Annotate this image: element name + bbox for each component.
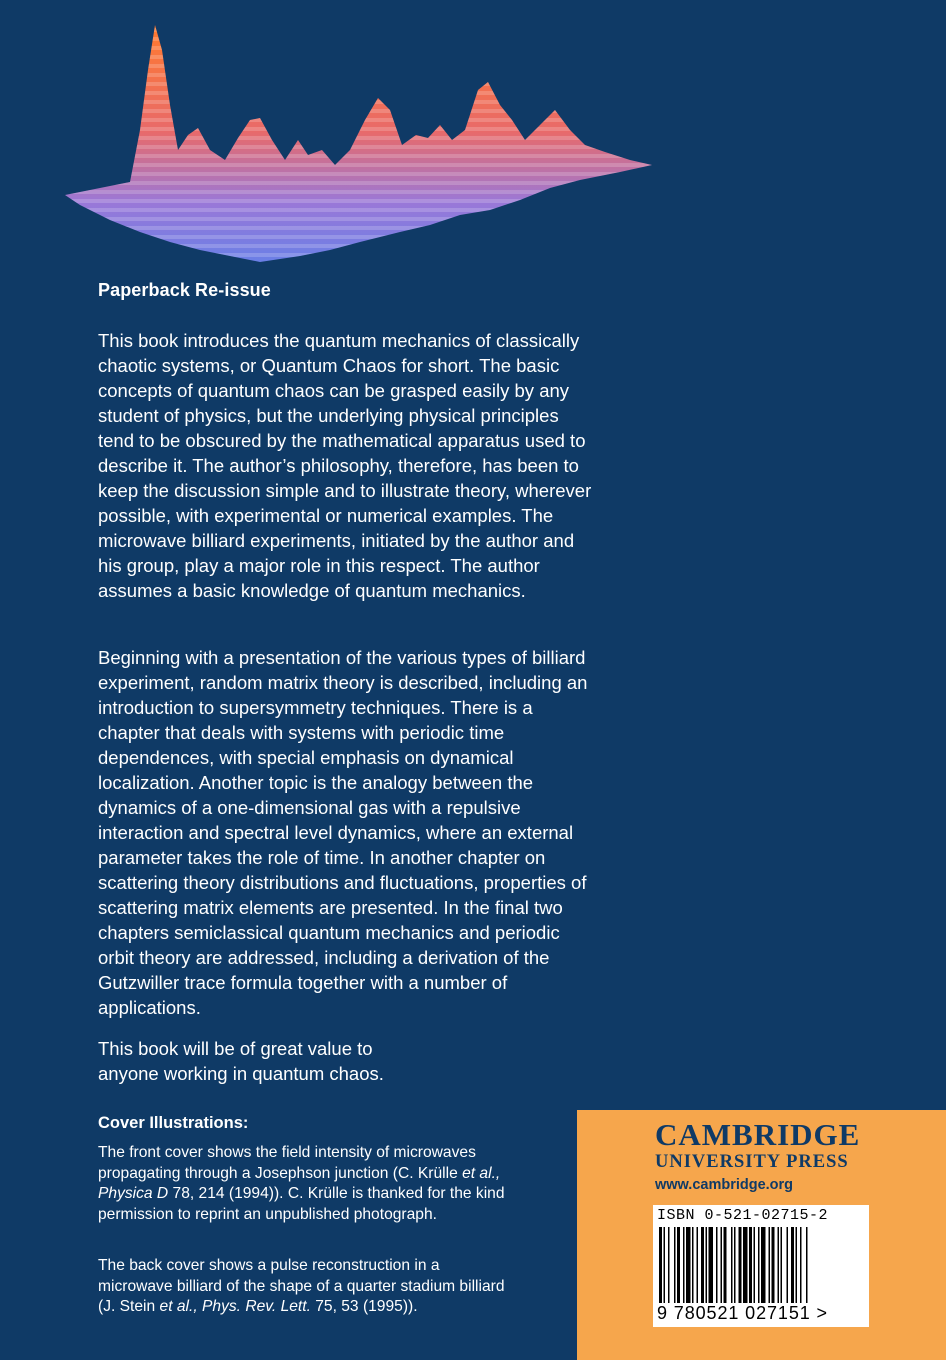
front-credit-text-2: 78, 214 (1994)). C. Krülle is thanked for the kind permission to reprint an unpublished photograph. (98, 1185, 505, 1223)
barcode-bar (664, 1227, 666, 1303)
barcode-bars (659, 1227, 863, 1303)
back-credit-text-1: The back cover shows a pulse reconstruction in a microwave billiard of the shape of a quarter stadium billiard (J. Stein (98, 1257, 505, 1315)
barcode-bar (787, 1227, 789, 1303)
barcode-bar (716, 1227, 718, 1303)
barcode-bar (758, 1227, 760, 1303)
barcode-bar (724, 1227, 727, 1303)
barcode-bar (692, 1227, 694, 1303)
barcode-bar (674, 1227, 676, 1303)
back-credit-citation: et al., Phys. Rev. Lett. (159, 1298, 311, 1315)
barcode-bar (731, 1227, 733, 1303)
front-credit-text-1: The front cover shows the field intensity of microwaves propagating through a Josephson junction (C. Krülle (98, 1144, 476, 1182)
barcode-bar (743, 1227, 748, 1303)
back-cover-credit (98, 1256, 518, 1318)
barcode-bar (800, 1227, 802, 1303)
barcode-bar (734, 1227, 736, 1303)
barcode-bar (709, 1227, 714, 1303)
microwave-pulse-illustration (60, 10, 660, 272)
barcode-bar (739, 1227, 742, 1303)
barcode-bar (781, 1227, 783, 1303)
barcode-bar (754, 1227, 756, 1303)
barcode-bar (701, 1227, 704, 1303)
barcode-bar (686, 1227, 691, 1303)
cover-illustrations-title: Cover Illustrations: (98, 1114, 249, 1132)
description-paragraph-1: This book introduces the quantum mechanics of classically chaotic systems, or Quantum Chaos for short. The basic concepts of quantum chaos can be grasped easily by any student of physics, but the underlying physical principles tend to be obscured by the mathematical apparatus used to describe it. The author’s philosophy, therefore, has been to keep the discussion simple and to illustrate theory, wherever possible, with experimental or numerical examples. The microwave billiard experiments, initiated by the author and his group, play a major role in this respect. The author assumes a basic knowledge of quantum mechanics. (98, 330, 592, 601)
barcode-bar (769, 1227, 771, 1303)
back-credit-text-2: 75, 53 (1995)). (310, 1298, 418, 1315)
barcode-bar (749, 1227, 752, 1303)
publisher-logo-subtitle: UNIVERSITY PRESS (655, 1152, 849, 1172)
edition-label: Paperback Re-issue (98, 280, 271, 300)
publisher-logo-name: CAMBRIDGE (655, 1117, 861, 1152)
barcode-bar (721, 1227, 723, 1303)
publisher-panel (577, 1110, 946, 1360)
description-paragraph-3-line-2: anyone working in quantum chaos. (98, 1063, 384, 1084)
intensity-surface-bands (65, 25, 652, 262)
barcode-bar (659, 1227, 662, 1303)
barcode-digits: 9 780521 027151 > (657, 1303, 828, 1323)
barcode-bar (697, 1227, 699, 1303)
barcode-bar (772, 1227, 775, 1303)
barcode-bar (683, 1227, 685, 1303)
front-credit-citation: et al., Physica D (98, 1164, 501, 1202)
isbn-label: ISBN 0-521-02715-2 (657, 1207, 829, 1224)
barcode-bar (778, 1227, 780, 1303)
barcode-bar (668, 1227, 670, 1303)
description-paragraph-3-line-1: This book will be of great value to (98, 1038, 373, 1059)
barcode-bar (806, 1227, 808, 1303)
barcode-bar (677, 1227, 680, 1303)
barcode-bar (791, 1227, 794, 1303)
barcode-block (653, 1205, 869, 1327)
barcode-bar (761, 1227, 766, 1303)
description-paragraph-2: Beginning with a presentation of the various types of billiard experiment, random matrix theory is described, including an introduction to supersymmetry techniques. There is a chapter that deals with systems with periodic time dependences, with special emphasis on dynamical localization. Another topic is the analogy between the dynamics of a one-dimensional gas with a repulsive interaction and spectral level dynamics, where an external parameter takes the role of time. In another chapter on scattering theory distributions and fluctuations, properties of scattering matrix elements are presented. In the final two chapters semiclassical quantum mechanics and periodic orbit theory are addressed, including a derivation of the Gutzwiller trace formula together with a number of applications. (98, 647, 588, 1018)
barcode-bar (796, 1227, 798, 1303)
barcode-bar (706, 1227, 708, 1303)
description-paragraph-3 (98, 1036, 598, 1086)
front-cover-credit (98, 1143, 518, 1225)
publisher-url: www.cambridge.org (655, 1177, 794, 1193)
